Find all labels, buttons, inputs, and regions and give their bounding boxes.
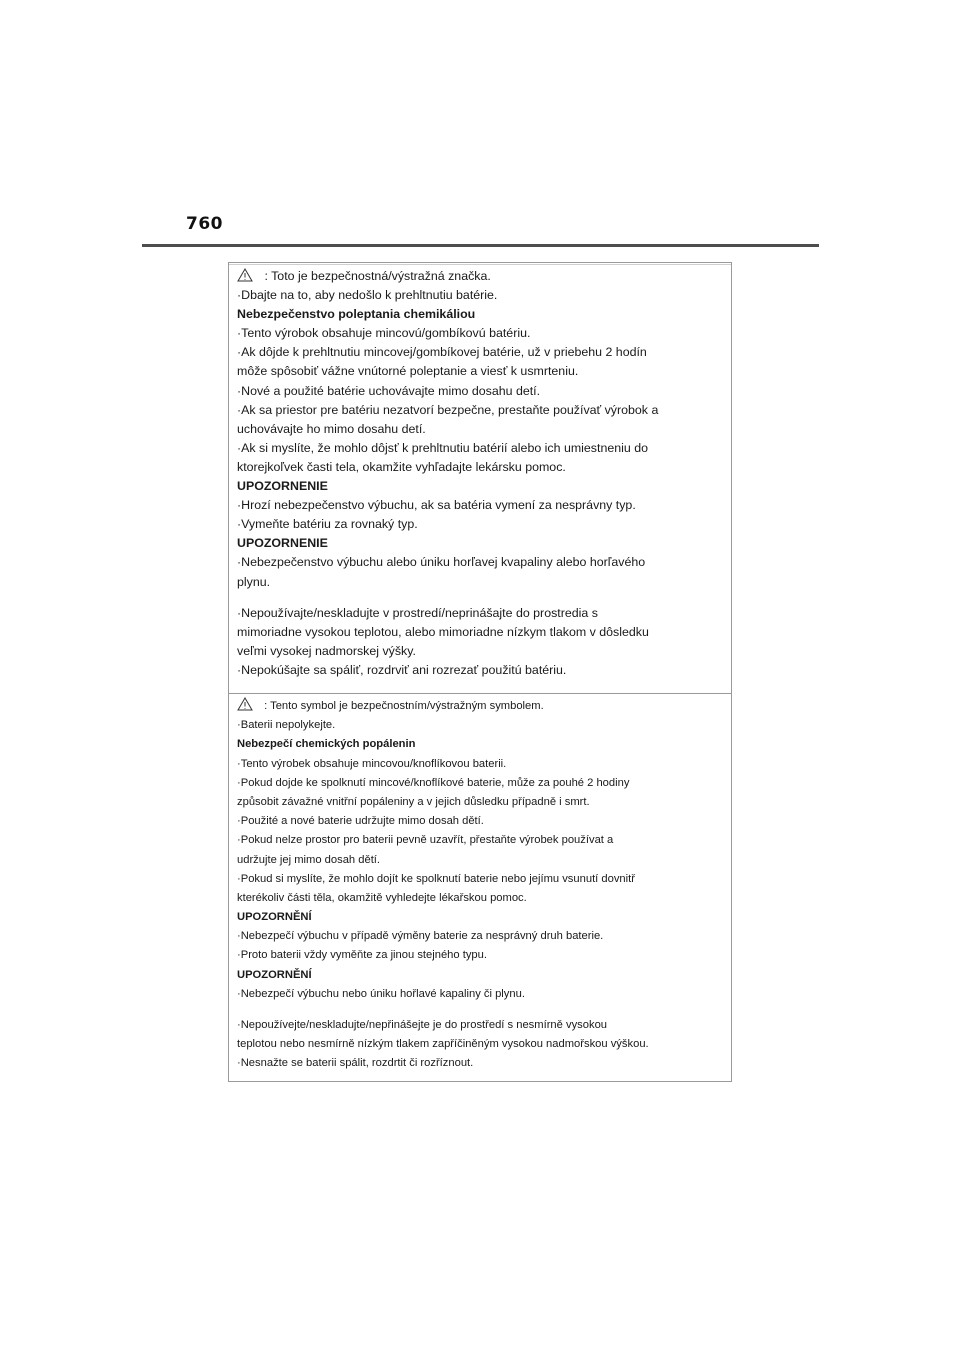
warning-text-line <box>237 362 721 381</box>
line-text: môže spôsobiť vážne vnútorné poleptanie a viesť k usmrteniu. <box>237 364 579 379</box>
line-text: ·Vymeňte batériu za rovnaký typ. <box>237 517 418 532</box>
line-text: ·Proto baterii vždy vyměňte za jinou stejného typu. <box>237 949 487 962</box>
warning-text-line <box>237 515 721 534</box>
warning-text-line <box>237 661 721 680</box>
line-text: ·Nesnažte se baterii spálit, rozdrtit či rozříznout. <box>237 1057 474 1070</box>
line-text: ·Hrozí nebezpečenstvo výbuchu, ak sa batéria vymení za nesprávny typ. <box>237 498 636 513</box>
line-text: ·Nové a použité batérie uchovávajte mimo dosahu detí. <box>237 383 541 398</box>
warning-heading <box>237 966 721 985</box>
warning-text-line <box>237 851 721 870</box>
line-text: ·Nepoužívejte/neskladujte/nepřinášejte je do prostředí s nesmírně vysokou <box>237 1019 608 1031</box>
line-text: ·Tento výrobok obsahuje mincovú/gombíkovú batériu. <box>237 326 531 341</box>
warning-text-line <box>237 831 721 850</box>
warning-text-line <box>237 870 721 889</box>
warning-text-line <box>237 985 721 1004</box>
line-text: ktorejkoľvek časti tela, okamžite vyhľadajte lekársku pomoc. <box>237 459 566 474</box>
warning-triangle-icon <box>237 697 253 711</box>
language-separator <box>229 693 731 694</box>
paragraph-gap <box>237 592 721 604</box>
line-text: UPOZORNĚNÍ <box>237 968 312 981</box>
warning-text-line <box>237 439 721 458</box>
line-text: ·Ak si myslíte, že mohlo dôjsť k prehltnutiu batérií alebo ich umiestneniu do <box>237 440 648 455</box>
warning-text-line <box>237 927 721 946</box>
line-text: ·Nepoužívajte/neskladujte v prostredí/neprinášajte do prostredia s <box>237 605 598 620</box>
warning-heading <box>237 534 721 553</box>
warning-text-line <box>237 343 721 362</box>
battery-warning-label <box>228 262 732 1082</box>
warning-text-line <box>237 1035 721 1054</box>
paragraph-gap <box>237 1004 721 1016</box>
warning-text-line <box>237 623 721 642</box>
line-text: ·Použité a nové baterie udržujte mimo dosah dětí. <box>237 815 484 828</box>
line-text: UPOZORNĚNÍ <box>237 911 312 924</box>
page-number: 760 <box>186 214 223 234</box>
warning-text-line <box>237 573 721 592</box>
warning-text-line <box>237 420 721 439</box>
line-text: UPOZORNENIE <box>237 479 328 494</box>
line-text: mimoriadne vysokou teplotou, alebo mimoriadne nízkym tlakom v dôsledku <box>237 624 649 639</box>
line-text: plynu. <box>237 574 271 589</box>
line-text: ·Nepokúšajte sa spáliť, rozdrviť ani rozrezať použitú batériu. <box>237 662 567 677</box>
line-text: kterékoliv části těla, okamžitě vyhledejte lékařskou pomoc. <box>237 891 527 904</box>
warning-heading <box>237 908 721 927</box>
header-rule <box>142 244 819 247</box>
warning-heading <box>237 305 721 324</box>
line-text: Nebezpečí chemických popálenin <box>237 738 416 751</box>
line-text: ·Dbajte na to, aby nedošlo k prehltnutiu batérie. <box>237 288 498 303</box>
warning-text-line <box>237 324 721 343</box>
line-text: : Toto je bezpečnostná/výstražná značka. <box>261 269 491 283</box>
line-text: teplotou nebo nesmírně nízkým tlakem zapříčiněným vysokou nadmořskou výškou. <box>237 1038 649 1051</box>
line-text: veľmi vysokej nadmorskej výšky. <box>237 643 416 658</box>
line-text: ·Pokud si myslíte, že mohlo dojít ke spolknutí baterie nebo jejímu vsunutí dovnitř <box>237 872 635 885</box>
line-text: Nebezpečenstvo poleptania chemikáliou <box>237 307 476 322</box>
warning-text-line <box>237 946 721 965</box>
warning-heading <box>237 477 721 496</box>
line-text: ·Ak dôjde k prehltnutiu mincovej/gombíkovej batérie, už v priebehu 2 hodín <box>237 345 647 360</box>
warning-text-line <box>237 1016 721 1035</box>
slovak-warning-section <box>229 267 731 680</box>
warning-text-line <box>237 755 721 774</box>
line-text: způsobit závažné vnitřní popáleniny a v jejich důsledku případně i smrt. <box>237 795 590 808</box>
warning-text-line <box>237 267 721 286</box>
line-text: ·Pokud dojde ke spolknutí mincové/knoflíkové baterie, může za pouhé 2 hodiny <box>237 776 630 789</box>
line-text: UPOZORNENIE <box>237 536 328 551</box>
warning-text-line <box>237 774 721 793</box>
line-text: ·Nebezpečí výbuchu nebo úniku hořlavé kapaliny či plynu. <box>237 987 525 1000</box>
line-text: ·Baterii nepolykejte. <box>237 719 336 732</box>
warning-text-line <box>237 1054 721 1073</box>
warning-text-line <box>237 286 721 305</box>
line-text: ·Pokud nelze prostor pro baterii pevně uzavřít, přestaňte výrobek používat a <box>237 834 614 847</box>
warning-text-line <box>237 604 721 623</box>
warning-text-line <box>237 889 721 908</box>
warning-text-line <box>237 458 721 477</box>
warning-text-line <box>237 553 721 572</box>
warning-text-line <box>237 401 721 420</box>
warning-triangle-icon <box>237 268 253 282</box>
warning-text-line <box>237 382 721 401</box>
line-text: ·Nebezpečenstvo výbuchu alebo úniku horľavej kvapaliny alebo horľavého <box>237 555 646 570</box>
warning-text-line <box>237 697 721 716</box>
line-text: : Tento symbol je bezpečnostním/výstražným symbolem. <box>261 700 544 712</box>
label-top-edge <box>229 264 731 265</box>
warning-text-line <box>237 716 721 735</box>
warning-text-line <box>237 642 721 661</box>
line-text: udržujte jej mimo dosah dětí. <box>237 853 381 866</box>
line-text: uchovávajte ho mimo dosahu detí. <box>237 421 426 436</box>
line-text: ·Tento výrobek obsahuje mincovou/knoflíkovou baterii. <box>237 757 507 770</box>
line-text: ·Ak sa priestor pre batériu nezatvorí bezpečne, prestaňte používať výrobok a <box>237 402 659 417</box>
warning-heading <box>237 735 721 754</box>
warning-text-line <box>237 793 721 812</box>
czech-warning-section <box>229 697 731 1074</box>
warning-text-line <box>237 812 721 831</box>
warning-text-line <box>237 496 721 515</box>
line-text: ·Nebezpečí výbuchu v případě výměny baterie za nesprávný druh baterie. <box>237 930 604 943</box>
